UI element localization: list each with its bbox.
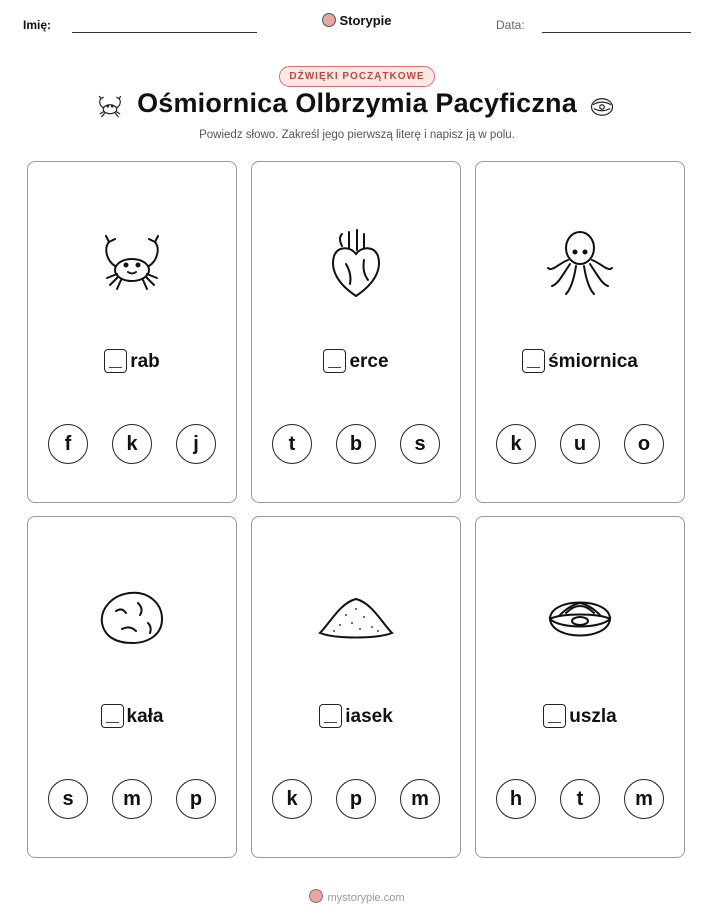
- letter-choice[interactable]: j: [176, 424, 216, 464]
- sand-icon: [316, 579, 396, 657]
- footer-url[interactable]: mystorypie.com: [327, 892, 405, 904]
- card-sand: [251, 516, 461, 858]
- answer-box[interactable]: [522, 349, 545, 373]
- letter-choice[interactable]: m: [112, 779, 152, 819]
- page-title: Ośmiornica Olbrzymia Pacyficzna: [137, 88, 577, 118]
- letter-choice[interactable]: p: [176, 779, 216, 819]
- letter-choice[interactable]: t: [272, 424, 312, 464]
- answer-box[interactable]: [543, 704, 566, 728]
- instructions: Powiedz słowo. Zakreśl jego pierwszą literę i napisz ją w polu.: [199, 129, 515, 141]
- letter-choice[interactable]: f: [48, 424, 88, 464]
- card-crab: [27, 161, 237, 503]
- brand-logo: [0, 13, 714, 28]
- word-ending: śmiornica: [548, 351, 638, 372]
- name-label: Imię:: [23, 18, 52, 32]
- bear-logo-icon: [309, 889, 323, 903]
- crab-icon: [92, 224, 172, 302]
- heart-icon: [316, 224, 396, 302]
- letter-choice[interactable]: s: [48, 779, 88, 819]
- letter-choice[interactable]: k: [272, 779, 312, 819]
- bear-logo-icon: [322, 13, 336, 27]
- letter-choice[interactable]: k: [496, 424, 536, 464]
- category-badge: DŹWIĘKI POCZĄTKOWE: [279, 66, 434, 87]
- footer: [0, 889, 714, 904]
- letter-choice[interactable]: o: [624, 424, 664, 464]
- card-shell: [475, 516, 685, 858]
- shell-icon: [540, 579, 620, 657]
- letter-choice[interactable]: b: [336, 424, 376, 464]
- brand-name: Storypie: [339, 13, 392, 28]
- answer-box[interactable]: [104, 349, 127, 373]
- word-ending: kała: [126, 706, 164, 727]
- card-heart: [251, 161, 461, 503]
- oyster-icon: [587, 92, 617, 122]
- answer-box[interactable]: [101, 704, 124, 728]
- stone-icon: [92, 579, 172, 657]
- name-field[interactable]: [72, 32, 257, 33]
- word-ending: rab: [130, 351, 160, 372]
- word-ending: erce: [349, 351, 389, 372]
- letter-choice[interactable]: m: [624, 779, 664, 819]
- card-octopus: [475, 161, 685, 503]
- crab-icon: [95, 92, 125, 122]
- word-ending: uszla: [569, 706, 617, 727]
- card-stone: [27, 516, 237, 858]
- word-ending: iasek: [345, 706, 393, 727]
- octopus-icon: [540, 224, 620, 302]
- answer-box[interactable]: [323, 349, 346, 373]
- answer-box[interactable]: [319, 704, 342, 728]
- letter-choice[interactable]: p: [336, 779, 376, 819]
- date-field[interactable]: [542, 32, 691, 33]
- letter-choice[interactable]: h: [496, 779, 536, 819]
- letter-choice[interactable]: k: [112, 424, 152, 464]
- letter-choice[interactable]: u: [560, 424, 600, 464]
- letter-choice[interactable]: m: [400, 779, 440, 819]
- date-label: Data:: [496, 18, 525, 32]
- letter-choice[interactable]: s: [400, 424, 440, 464]
- letter-choice[interactable]: t: [560, 779, 600, 819]
